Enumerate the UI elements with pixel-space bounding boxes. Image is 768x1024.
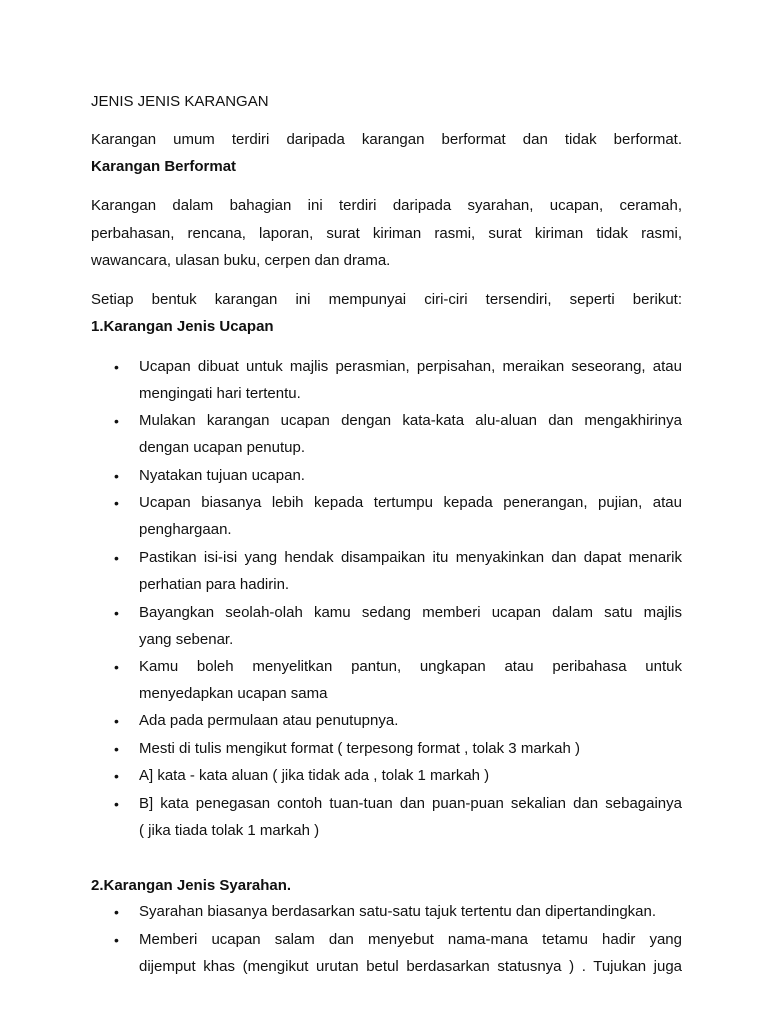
- list-item: Pastikan isi-isi yang hendak disampaikan itu menyakinkan dan dapat menarik: [139, 549, 682, 566]
- list-item: Nyatakan tujuan ucapan.: [139, 467, 305, 484]
- bullet-icon: •: [114, 605, 119, 621]
- list-item: Mulakan karangan ucapan dengan kata-kata alu-aluan dan mengakhirinya: [139, 412, 682, 429]
- bullet-icon: •: [114, 413, 119, 429]
- list-item-continuation: dijemput khas (mengikut urutan betul berdasarkan statusnya ) . Tujukan juga: [139, 958, 682, 975]
- heading-karangan-berformat: Karangan Berformat: [91, 158, 237, 175]
- bullet-icon: •: [114, 659, 119, 675]
- bullet-icon: •: [114, 904, 119, 920]
- section1-heading: 1.Karangan Jenis Ucapan: [91, 318, 274, 335]
- paragraph-line: perbahasan, rencana, laporan, surat kiriman rasmi, surat kiriman tidak rasmi,: [91, 225, 682, 242]
- list-item: A] kata - kata aluan ( jika tidak ada , tolak 1 markah ): [139, 767, 490, 784]
- list-item-continuation: menyedapkan ucapan sama: [139, 685, 328, 702]
- list-item: Bayangkan seolah-olah kamu sedang memberi ucapan dalam satu majlis: [139, 604, 682, 621]
- bullet-icon: •: [114, 796, 119, 812]
- list-item-continuation: dengan ucapan penutup.: [139, 439, 305, 456]
- list-item: Ucapan dibuat untuk majlis perasmian, perpisahan, meraikan seseorang, atau: [139, 358, 682, 375]
- list-item-continuation: yang sebenar.: [139, 631, 234, 648]
- intro-paragraph: Karangan umum terdiri daripada karangan berformat dan tidak berformat.: [91, 131, 682, 148]
- list-item: Mesti di tulis mengikut format ( terpesong format , tolak 3 markah ): [139, 740, 580, 757]
- bullet-icon: •: [114, 713, 119, 729]
- list-item-continuation: ( jika tiada tolak 1 markah ): [139, 822, 320, 839]
- list-item: Syarahan biasanya berdasarkan satu-satu tajuk tertentu dan dipertandingkan.: [139, 903, 657, 920]
- list-item: Ada pada permulaan atau penutupnya.: [139, 712, 399, 729]
- paragraph-line: Karangan dalam bahagian ini terdiri daripada syarahan, ucapan, ceramah,: [91, 197, 682, 214]
- list-item: B] kata penegasan contoh tuan-tuan dan puan-puan sekalian dan sebagainya: [139, 795, 682, 812]
- list-item-continuation: mengingati hari tertentu.: [139, 385, 301, 402]
- section2-heading: 2.Karangan Jenis Syarahan.: [91, 877, 292, 894]
- paragraph-line: wawancara, ulasan buku, cerpen dan drama.: [91, 252, 391, 269]
- list-item: Ucapan biasanya lebih kepada tertumpu kepada penerangan, pujian, atau: [139, 494, 682, 511]
- bullet-icon: •: [114, 768, 119, 784]
- bullet-icon: •: [114, 359, 119, 375]
- bullet-icon: •: [114, 741, 119, 757]
- list-item-continuation: penghargaan.: [139, 521, 232, 538]
- bullet-icon: •: [114, 932, 119, 948]
- document-title: JENIS JENIS KARANGAN: [91, 93, 269, 110]
- paragraph-ciri: Setiap bentuk karangan ini mempunyai ciri-ciri tersendiri, seperti berikut:: [91, 291, 682, 308]
- list-item-continuation: perhatian para hadirin.: [139, 576, 290, 593]
- list-item: Memberi ucapan salam dan menyebut nama-mana tetamu hadir yang: [139, 931, 682, 948]
- bullet-icon: •: [114, 495, 119, 511]
- bullet-icon: •: [114, 550, 119, 566]
- bullet-icon: •: [114, 468, 119, 484]
- list-item: Kamu boleh menyelitkan pantun, ungkapan atau peribahasa untuk: [139, 658, 682, 675]
